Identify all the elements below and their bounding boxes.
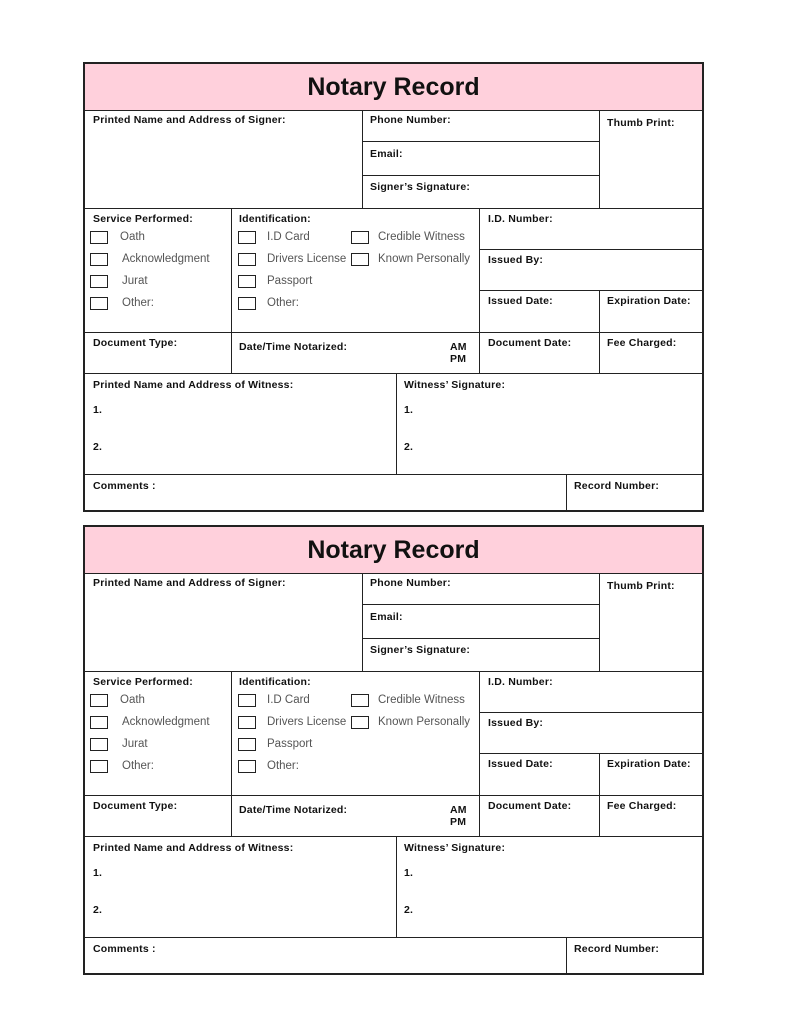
- witness-name-label: Printed Name and Address of Witness:: [93, 842, 294, 854]
- divider: [85, 474, 704, 475]
- known-personally-checkbox[interactable]: [351, 253, 369, 266]
- divider: [479, 249, 704, 250]
- known-personally-option: Known Personally: [378, 253, 471, 265]
- identification-label: Identification:: [239, 676, 311, 688]
- divider: [362, 141, 599, 142]
- passport-checkbox[interactable]: [238, 275, 256, 288]
- divider: [479, 753, 704, 754]
- id-card-checkbox[interactable]: [238, 231, 256, 244]
- document-date-label: Document Date:: [488, 337, 572, 349]
- thumb-print-label: Thumb Print:: [607, 580, 675, 592]
- oath-option: Oath: [120, 694, 145, 706]
- divider: [396, 836, 397, 937]
- signer-signature-label: Signer’s Signature:: [370, 181, 471, 193]
- divider: [362, 638, 599, 639]
- signer-signature-label: Signer’s Signature:: [370, 644, 471, 656]
- witness-signature-line-1: 1.: [404, 404, 414, 416]
- divider: [85, 208, 704, 209]
- issued-by-label: Issued By:: [488, 254, 544, 266]
- divider: [85, 671, 704, 672]
- witness-line-1: 1.: [93, 404, 103, 416]
- credible-witness-checkbox[interactable]: [351, 231, 369, 244]
- witness-line-2: 2.: [93, 904, 103, 916]
- service-performed-label: Service Performed:: [93, 213, 193, 225]
- datetime-notarized-label: Date/Time Notarized:: [239, 804, 348, 816]
- issued-date-label: Issued Date:: [488, 758, 553, 770]
- drivers-license-option: Drivers License: [267, 253, 347, 265]
- acknowledgment-option: Acknowledgment: [122, 253, 210, 265]
- known-personally-option: Known Personally: [378, 716, 471, 728]
- service-other-checkbox[interactable]: [90, 760, 108, 773]
- witness-line-1: 1.: [93, 867, 103, 879]
- divider: [566, 474, 567, 512]
- divider: [231, 208, 232, 373]
- divider: [231, 671, 232, 836]
- notary-record: [83, 62, 704, 512]
- record-number-label: Record Number:: [574, 480, 660, 492]
- known-personally-checkbox[interactable]: [351, 716, 369, 729]
- datetime-notarized-label: Date/Time Notarized:: [239, 341, 348, 353]
- id-other-option: Other:: [267, 297, 299, 309]
- divider: [85, 836, 704, 837]
- service-other-checkbox[interactable]: [90, 297, 108, 310]
- jurat-checkbox[interactable]: [90, 275, 108, 288]
- id-card-option: I.D Card: [267, 694, 310, 706]
- divider: [362, 175, 599, 176]
- id-other-option: Other:: [267, 760, 299, 772]
- divider: [599, 290, 600, 373]
- passport-option: Passport: [267, 275, 313, 287]
- am-label: AM: [450, 341, 467, 353]
- divider: [85, 332, 704, 333]
- witness-name-label: Printed Name and Address of Witness:: [93, 379, 294, 391]
- divider: [599, 753, 600, 836]
- drivers-license-checkbox[interactable]: [238, 253, 256, 266]
- expiration-date-label: Expiration Date:: [607, 758, 691, 770]
- witness-line-2: 2.: [93, 441, 103, 453]
- id-card-checkbox[interactable]: [238, 694, 256, 707]
- divider: [362, 604, 599, 605]
- record-title: Notary Record: [85, 64, 702, 111]
- fee-charged-label: Fee Charged:: [607, 337, 677, 349]
- witness-signature-label: Witness’ Signature:: [404, 379, 506, 391]
- oath-checkbox[interactable]: [90, 231, 108, 244]
- am-label: AM: [450, 804, 467, 816]
- drivers-license-option: Drivers License: [267, 716, 347, 728]
- id-card-option: I.D Card: [267, 231, 310, 243]
- record-number-label: Record Number:: [574, 943, 660, 955]
- divider: [479, 712, 704, 713]
- issued-date-label: Issued Date:: [488, 295, 553, 307]
- credible-witness-option: Credible Witness: [378, 694, 465, 706]
- acknowledgment-option: Acknowledgment: [122, 716, 210, 728]
- divider: [566, 937, 567, 975]
- email-label: Email:: [370, 611, 403, 623]
- phone-label: Phone Number:: [370, 114, 451, 126]
- service-other-option: Other:: [122, 760, 154, 772]
- issued-by-label: Issued By:: [488, 717, 544, 729]
- service-performed-label: Service Performed:: [93, 676, 193, 688]
- signer-name-label: Printed Name and Address of Signer:: [93, 577, 286, 589]
- oath-checkbox[interactable]: [90, 694, 108, 707]
- witness-signature-line-2: 2.: [404, 904, 414, 916]
- passport-checkbox[interactable]: [238, 738, 256, 751]
- signer-name-label: Printed Name and Address of Signer:: [93, 114, 286, 126]
- divider: [396, 373, 397, 474]
- pm-label: PM: [450, 816, 467, 828]
- divider: [85, 795, 704, 796]
- comments-label: Comments :: [93, 480, 156, 492]
- document-date-label: Document Date:: [488, 800, 572, 812]
- credible-witness-option: Credible Witness: [378, 231, 465, 243]
- witness-signature-line-2: 2.: [404, 441, 414, 453]
- divider: [362, 573, 363, 671]
- passport-option: Passport: [267, 738, 313, 750]
- divider: [599, 110, 600, 208]
- acknowledgment-checkbox[interactable]: [90, 253, 108, 266]
- divider: [85, 373, 704, 374]
- divider: [479, 290, 704, 291]
- jurat-option: Jurat: [122, 275, 148, 287]
- fee-charged-label: Fee Charged:: [607, 800, 677, 812]
- phone-label: Phone Number:: [370, 577, 451, 589]
- thumb-print-label: Thumb Print:: [607, 117, 675, 129]
- comments-label: Comments :: [93, 943, 156, 955]
- divider: [362, 110, 363, 208]
- document-type-label: Document Type:: [93, 800, 178, 812]
- notary-record: [83, 525, 704, 975]
- divider: [85, 937, 704, 938]
- acknowledgment-checkbox[interactable]: [90, 716, 108, 729]
- drivers-license-checkbox[interactable]: [238, 716, 256, 729]
- service-other-option: Other:: [122, 297, 154, 309]
- jurat-option: Jurat: [122, 738, 148, 750]
- expiration-date-label: Expiration Date:: [607, 295, 691, 307]
- id-other-checkbox[interactable]: [238, 297, 256, 310]
- id-other-checkbox[interactable]: [238, 760, 256, 773]
- id-number-label: I.D. Number:: [488, 676, 553, 688]
- divider: [479, 208, 480, 373]
- credible-witness-checkbox[interactable]: [351, 694, 369, 707]
- document-type-label: Document Type:: [93, 337, 178, 349]
- pm-label: PM: [450, 353, 467, 365]
- divider: [599, 573, 600, 671]
- witness-signature-label: Witness’ Signature:: [404, 842, 506, 854]
- jurat-checkbox[interactable]: [90, 738, 108, 751]
- oath-option: Oath: [120, 231, 145, 243]
- email-label: Email:: [370, 148, 403, 160]
- witness-signature-line-1: 1.: [404, 867, 414, 879]
- divider: [479, 671, 480, 836]
- identification-label: Identification:: [239, 213, 311, 225]
- record-title: Notary Record: [85, 527, 702, 574]
- id-number-label: I.D. Number:: [488, 213, 553, 225]
